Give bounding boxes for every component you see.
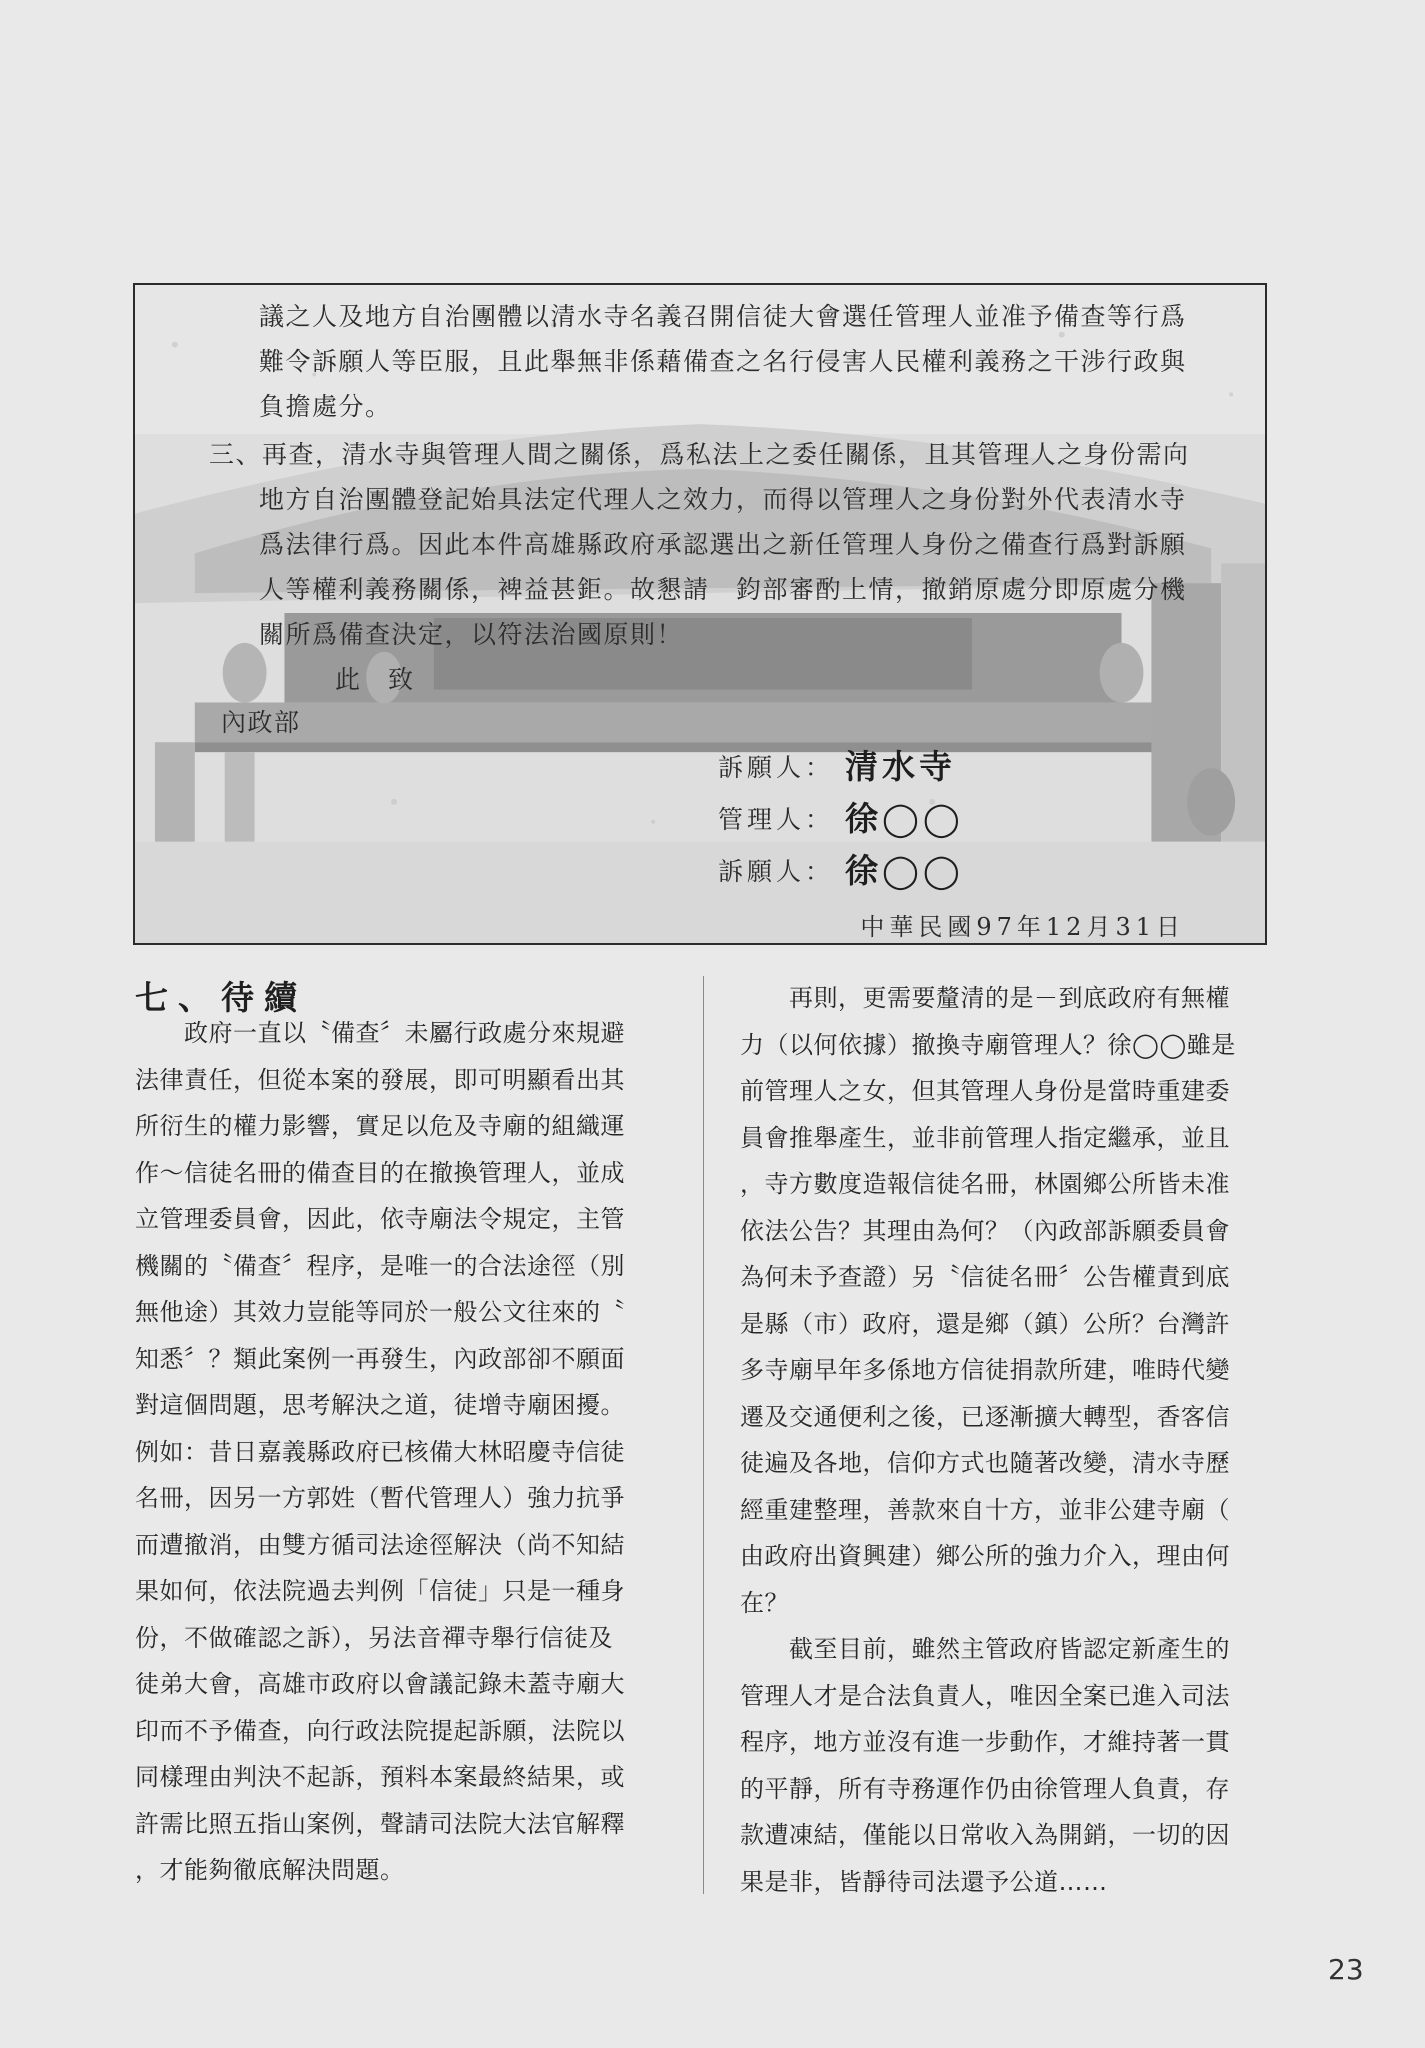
text-line: 同樣理由判決不起訴，預料本案最終結果，或 <box>135 1763 625 1791</box>
text-line: 經重建整理，善款來自十方，並非公建寺廟（ <box>740 1495 1230 1524</box>
text-line: 法律責任，但從本案的發展，即可明顯看出其 <box>135 1065 625 1094</box>
text-line: 作～信徒名冊的備查目的在撤換管理人，並成 <box>135 1158 625 1187</box>
text-line: 印而不予備查，向行政法院提起訴願，法院以 <box>135 1716 625 1745</box>
right-column-text <box>740 975 1280 1905</box>
text-line: 多寺廟早年多係地方信徒捐款所建，唯時代變 <box>740 1356 1230 1384</box>
petition-text-layer <box>135 285 1265 943</box>
text-line: 的平靜，所有寺務運作仍由徐管理人負責，存 <box>740 1774 1230 1803</box>
petition-closing: 此 致 <box>335 665 415 694</box>
petition-line: 人等權利義務關係，裨益甚鉅。故懇請 鈞部審酌上情，撤銷原處分即原處分機 <box>259 575 1187 604</box>
text-line: 為何未予查證）另〝信徒名冊〞公告權責到底 <box>740 1263 1230 1291</box>
text-line: 員會推舉產生，並非前管理人指定繼承，並且 <box>740 1123 1230 1152</box>
petition-addressee: 內政部 <box>221 708 301 737</box>
left-column-text <box>135 1010 675 1894</box>
signature-label: 訴願人： <box>718 857 835 886</box>
text-line: 依法公告？其理由為何？（內政部訴願委員會 <box>740 1216 1230 1245</box>
text-line: 程序，地方並沒有進一步動作，才維持著一貫 <box>740 1728 1230 1756</box>
text-line: 許需比照五指山案例，聲請司法院大法官解釋 <box>135 1809 625 1838</box>
signature-label: 管理人： <box>718 805 835 834</box>
petition-document-box <box>133 283 1267 945</box>
text-line: 徒弟大會，高雄市政府以會議記錄未蓋寺廟大 <box>135 1670 625 1698</box>
section-title: 七、待續 <box>135 978 307 1017</box>
text-line: 所衍生的權力影響，實足以危及寺廟的組織運 <box>135 1112 625 1140</box>
petition-date: 中華民國97年12月31日 <box>860 913 1185 941</box>
text-line: 由政府出資興建）鄉公所的強力介入，理由何 <box>740 1542 1230 1570</box>
text-line: 再則，更需要釐清的是－到底政府有無權 <box>740 984 1230 1012</box>
column-divider <box>703 976 704 1894</box>
signature-value: 清水寺 <box>845 747 956 786</box>
petition-line: 關所爲備查決定，以符法治國原則！ <box>259 620 684 649</box>
text-line: 份，不做確認之訴），另法音禪寺舉行信徒及 <box>135 1623 613 1652</box>
petition-line: 地方自治團體登記始具法定代理人之效力，而得以管理人之身份對外代表清水寺 <box>259 485 1187 514</box>
petition-line: 三、再查，清水寺與管理人間之關係，爲私法上之委任關係，且其管理人之身份需向 <box>209 440 1190 469</box>
text-line: 在？ <box>740 1588 789 1617</box>
text-line: 遷及交通便利之後，已逐漸擴大轉型，香客信 <box>740 1402 1230 1431</box>
text-line: 政府一直以〝備查〞未屬行政處分來規避 <box>135 1019 625 1047</box>
text-line: 是縣（市）政府，還是鄉（鎮）公所？台灣許 <box>740 1309 1230 1338</box>
text-line: 款遭凍結，僅能以日常收入為開銷，一切的因 <box>740 1821 1230 1849</box>
petition-line: 難令訴願人等臣服，且此舉無非係藉備查之名行侵害人民權利義務之干涉行政與 <box>259 347 1187 376</box>
petition-line: 爲法律行爲。因此本件高雄縣政府承認選出之新任管理人身份之備查行爲對訴願 <box>259 530 1187 559</box>
signature-value: 徐◯◯ <box>845 851 964 890</box>
text-line: 對這個問題，思考解決之道，徒增寺廟困擾。 <box>135 1391 625 1419</box>
text-line: 立管理委員會，因此，依寺廟法令規定，主管 <box>135 1205 625 1233</box>
text-line: 截至目前，雖然主管政府皆認定新產生的 <box>740 1635 1230 1663</box>
text-line: 機關的〝備查〞程序，是唯一的合法途徑（別 <box>135 1251 625 1280</box>
petition-line: 負擔處分。 <box>259 392 392 421</box>
text-line: 管理人才是合法負責人，唯因全案已進入司法 <box>740 1681 1230 1710</box>
text-line: 名冊，因另一方郭姓（暫代管理人）強力抗爭 <box>135 1484 625 1512</box>
page-number: 23 <box>1328 1953 1364 1986</box>
signature-value: 徐◯◯ <box>845 799 964 838</box>
text-line: 果是非，皆靜待司法還予公道…… <box>740 1867 1108 1896</box>
text-line: 知悉〞？類此案例一再發生，內政部卻不願面 <box>135 1344 625 1373</box>
text-line: 而遭撤消，由雙方循司法途徑解決（尚不知結 <box>135 1530 625 1559</box>
text-line: ，才能夠徹底解決問題。 <box>135 1856 405 1884</box>
petition-line: 議之人及地方自治團體以清水寺名義召開信徒大會選任管理人並准予備查等行爲 <box>259 302 1187 331</box>
signature-label: 訴願人： <box>718 753 835 782</box>
text-line: 徒遍及各地，信仰方式也隨著改變，清水寺歷 <box>740 1449 1230 1477</box>
text-line: 果如何，依法院過去判例「信徒」只是一種身 <box>135 1577 625 1605</box>
text-line: 無他途）其效力豈能等同於一般公文往來的〝 <box>135 1298 625 1326</box>
text-line: ，寺方數度造報信徒名冊，林園鄉公所皆未准 <box>740 1170 1230 1198</box>
text-line: 例如：昔日嘉義縣政府已核備大林昭慶寺信徒 <box>135 1437 625 1466</box>
text-line: 前管理人之女，但其管理人身份是當時重建委 <box>740 1077 1230 1105</box>
text-line: 力（以何依據）撤換寺廟管理人？徐◯◯雖是 <box>740 1030 1236 1059</box>
